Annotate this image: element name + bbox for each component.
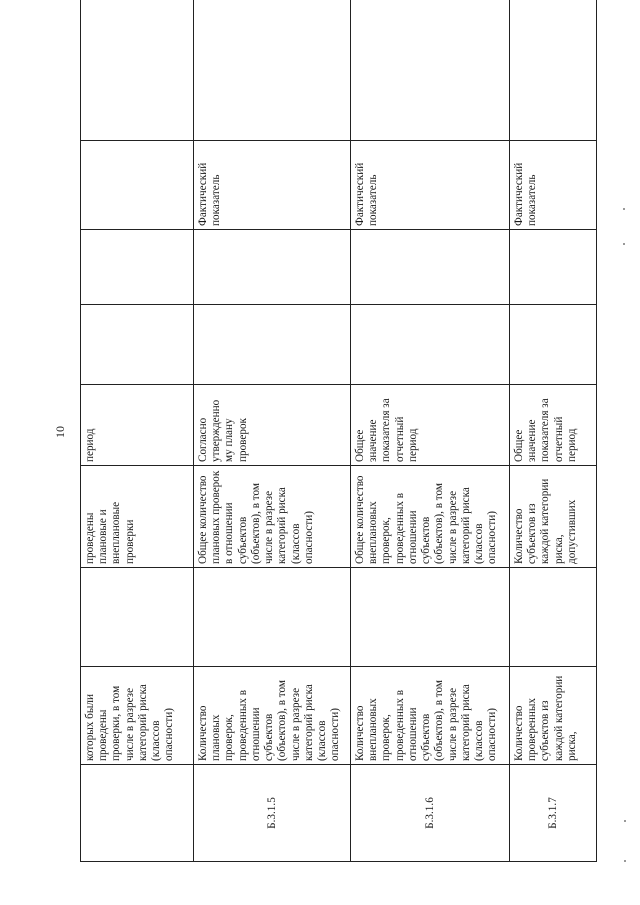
scan-speck bbox=[624, 860, 626, 862]
table-cell-source bbox=[81, 141, 194, 230]
indicators-table bbox=[80, 0, 597, 862]
table-cell-col7 bbox=[194, 230, 351, 305]
table-cell-formula: проведены плановые и внеплановые проверки bbox=[81, 466, 194, 568]
table-row bbox=[81, 0, 194, 862]
table-row bbox=[194, 0, 351, 862]
table-cell-col3 bbox=[510, 568, 597, 667]
scan-speck bbox=[623, 243, 625, 245]
table-cell-source: Фактический показатель bbox=[194, 141, 351, 230]
table-cell-comment: период bbox=[81, 385, 194, 466]
table-cell-code bbox=[81, 765, 194, 862]
table-cell-col9 bbox=[194, 0, 351, 141]
table-cell-col3 bbox=[81, 568, 194, 667]
table-cell-col6 bbox=[351, 305, 510, 385]
table-cell-col9 bbox=[351, 0, 510, 141]
table-cell-comment: Общее значение показателя за отчетный период bbox=[351, 385, 510, 466]
table-cell-col7 bbox=[510, 230, 597, 305]
table-cell-formula: Общее количество плановых проверок в отношении субъектов (объектов), в том числе в разрезе категорий риска (классов опасности) bbox=[194, 466, 351, 568]
table-cell-code: Б.3.1.7 bbox=[510, 765, 597, 862]
table-cell-indicator: Количество проверенных субъектов из каждой категории риска, bbox=[510, 667, 597, 765]
table-cell-indicator: которых были проведены проверки, в том числе в разрезе категорий риска (классов опасности) bbox=[81, 667, 194, 765]
page-number: 10 bbox=[53, 426, 67, 438]
table-cell-code: Б.3.1.6 bbox=[351, 765, 510, 862]
table-cell-code: Б.3.1.5 bbox=[194, 765, 351, 862]
table-cell-formula: Общее количество внеплановых проверок, проведенных в отношении субъектов (объектов), в том числе в разрезе категорий риска (классов опасности) bbox=[351, 466, 510, 568]
table-cell-col3 bbox=[351, 568, 510, 667]
table-cell-col6 bbox=[510, 305, 597, 385]
table-row bbox=[351, 0, 510, 862]
table-cell-source: Фактический показатель bbox=[510, 141, 597, 230]
table-cell-col3 bbox=[194, 568, 351, 667]
table-cell-indicator: Количество плановых проверок, проведенных в отношении субъектов (объектов), в том числе в разрезе категорий риска (классов опасности) bbox=[194, 667, 351, 765]
scan-speck bbox=[623, 208, 625, 210]
table-cell-col6 bbox=[194, 305, 351, 385]
table-cell-formula: Количество субъектов из каждой категории риска, допустивших bbox=[510, 466, 597, 568]
table-cell-col9 bbox=[510, 0, 597, 141]
table-cell-col7 bbox=[81, 230, 194, 305]
table-cell-indicator: Количество внеплановых проверок, проведенных в отношении субъектов (объектов), в том числе в разрезе категорий риска (классов опасности) bbox=[351, 667, 510, 765]
rotated-table-container bbox=[80, 17, 596, 862]
table-cell-comment: Общее значение показателя за отчетный период bbox=[510, 385, 597, 466]
table-cell-comment: Согласно утвержденно му плану проверок bbox=[194, 385, 351, 466]
table-cell-col9 bbox=[81, 0, 194, 141]
table-row bbox=[510, 0, 597, 862]
table-cell-source: Фактический показатель bbox=[351, 141, 510, 230]
table-cell-col6 bbox=[81, 305, 194, 385]
table-cell-col7 bbox=[351, 230, 510, 305]
scan-speck bbox=[624, 820, 626, 822]
